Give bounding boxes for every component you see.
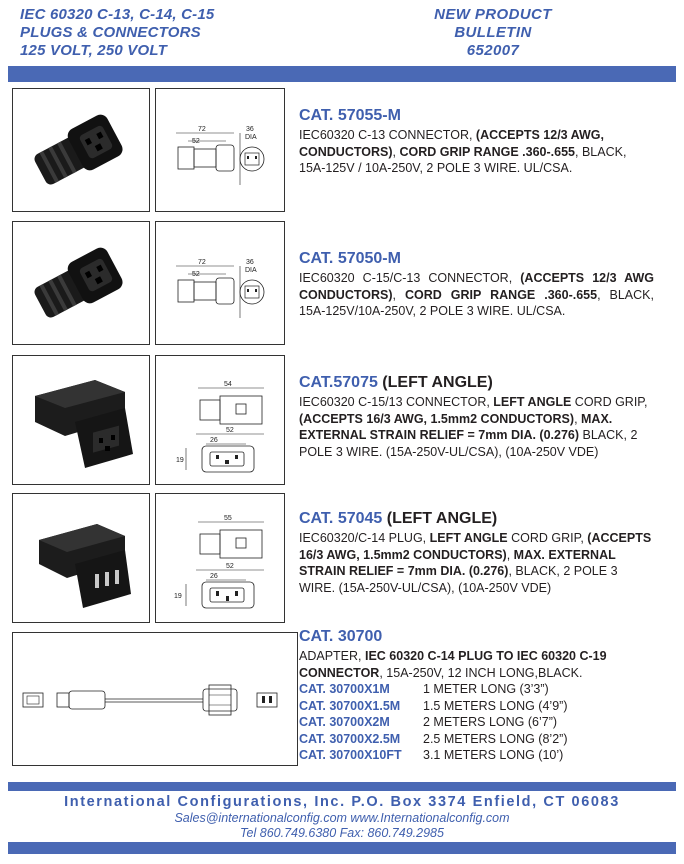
dim-body: 52 [192, 271, 200, 278]
product-info [299, 249, 654, 320]
length-options [299, 681, 654, 764]
title-line: IEC 60320 C-13, C-14, C-15 [20, 6, 215, 23]
dim-diameter: 36 [246, 259, 254, 266]
length-option: CAT. 30700X10FT 3.1 METERS LONG (10’) [299, 748, 564, 762]
product-description: IEC60320/C-14 PLUG, LEFT ANGLE CORD GRIP, (ACCEPTS 16/3 AWG, 1.5mm2 CONDUCTORS), MAX. EXTERNAL STRAIN RELIEF = 7mm DIA. (0.276), BLACK, 2 POLE 3 WIRE. (15A-250V-UL/CSA), (10A-250V VDE) [299, 531, 652, 595]
contact-phone-fax: Tel 860.749.6380 Fax: 860.749.2985 [240, 826, 444, 840]
adapter-info [299, 627, 654, 764]
badge-line: BULLETIN [454, 24, 532, 41]
adapter-description: ADAPTER, IEC 60320 C-14 PLUG TO IEC 60320 C-19 CONNECTOR, 15A-250V, 12 INCH LONG,BLACK. [299, 649, 607, 680]
plug-drawing [155, 493, 285, 623]
badge-line: NEW PRODUCT [434, 6, 552, 23]
product-description: IEC60320 C-13 CONNECTOR, (ACCEPTS 12/3 AWG, CONDUCTORS), CORD GRIP RANGE .360-.655, BLACK, 15A-125V / 10A-250V, 2 POLE 3 WIRE. UL/CSA. [299, 128, 627, 175]
dim-diameter: 36 [246, 126, 254, 133]
dim-height: 19 [176, 457, 184, 464]
bulletin-badge [418, 6, 568, 60]
connector-photo [12, 88, 150, 212]
connector-drawing [155, 355, 285, 485]
dim-length: 55 [224, 515, 232, 522]
footer-divider-bar [8, 782, 676, 791]
company-address: International Configurations, Inc. P.O. Box 3374 Enfield, CT 06083 [64, 794, 620, 810]
connector-photo [12, 221, 150, 345]
connector-photo [12, 355, 150, 485]
catalog-number: CAT. 30700 [299, 628, 383, 645]
length-option: CAT. 30700X2M 2 METERS LONG (6’7”) [299, 715, 558, 729]
dim-width: 52 [226, 563, 234, 570]
footer-bottom-bar [8, 842, 676, 854]
catalog-number: CAT. 57050-M [299, 250, 401, 267]
product-description: IEC60320 C-15/C-13 CONNECTOR, (ACCEPTS 12/3 AWG CONDUCTORS), CORD GRIP RANGE .360-.655, BLACK, 15A-125V/10A-250V, 2 POLE 3 WIRE. UL/CSA. [299, 271, 654, 318]
product-info [299, 373, 654, 460]
catalog-number: CAT. 57045 (LEFT ANGLE) [299, 510, 498, 527]
length-option: CAT. 30700X2.5M 2.5 METERS LONG (8’2”) [299, 731, 568, 746]
title-line: 125 VOLT, 250 VOLT [20, 42, 167, 59]
length-option: CAT. 30700X1M 1 METER LONG (3’3”) [299, 682, 549, 696]
dim-unit: DIA [245, 267, 257, 274]
dim-length: 72 [198, 126, 206, 133]
catalog-number: CAT.57075 (LEFT ANGLE) [299, 374, 493, 391]
product-description: IEC60320 C-15/13 CONNECTOR, LEFT ANGLE CORD GRIP, (ACCEPTS 16/3 AWG, 1.5mm2 CONDUCTORS), MAX. EXTERNAL STRAIN RELIEF = 7mm DIA. (0.276) BLACK, 2 POLE 3 WIRE. (15A-250V-UL/CSA), (10A-250V VDE) [299, 395, 648, 459]
dim-height: 19 [174, 593, 182, 600]
bulletin-title [20, 6, 214, 60]
connector-drawing [155, 88, 285, 212]
dim-length: 54 [224, 381, 232, 388]
header-divider-bar [8, 66, 676, 82]
connector-drawing [155, 221, 285, 345]
dim-unit: DIA [245, 134, 257, 141]
plug-photo [12, 493, 150, 623]
dim-width: 52 [226, 427, 234, 434]
product-info [299, 106, 654, 177]
dim-inner: 26 [210, 437, 218, 444]
product-info [299, 509, 654, 596]
dim-inner: 26 [210, 573, 218, 580]
title-line: PLUGS & CONNECTORS [20, 24, 201, 41]
dim-body: 52 [192, 138, 200, 145]
dim-length: 72 [198, 259, 206, 266]
length-option: CAT. 30700X1.5M 1.5 METERS LONG (4’9”) [299, 698, 568, 713]
adapter-drawing [12, 632, 298, 766]
catalog-number: CAT. 57055-M [299, 107, 401, 124]
badge-line: 652007 [466, 42, 520, 59]
contact-email-web[interactable]: Sales@internationalconfig.com www.Internationalconfig.com [174, 811, 510, 825]
